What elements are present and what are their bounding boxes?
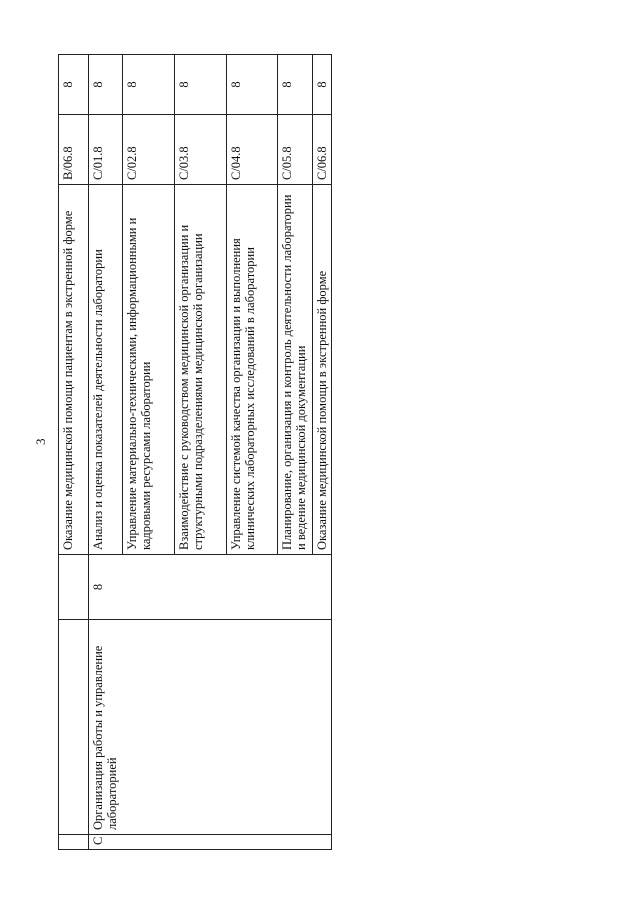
function-level: 8 — [227, 55, 278, 115]
page-number: 3 — [33, 438, 48, 445]
function-level: 8 — [313, 55, 332, 115]
function-name: Оказание медицинской помощи в экстренной форме — [313, 185, 332, 555]
function-name: Управление материально-техническими, информационными и кадровыми ресурсами лаборатории — [123, 185, 175, 555]
function-code: C/02.8 — [123, 115, 175, 185]
function-level: 8 — [175, 55, 227, 115]
function-code: C/04.8 — [227, 115, 278, 185]
competency-table — [58, 54, 332, 850]
table-row — [89, 55, 123, 850]
rotated-table-container — [58, 55, 329, 850]
function-level: 8 — [123, 55, 175, 115]
function-code: C/03.8 — [175, 115, 227, 185]
function-name: Взаимодействие с руководством медицинской организации и структурными подразделениями медицинской организации — [175, 185, 227, 555]
function-name: Планирование, организация и контроль деятельности лаборатории и ведение медицинской документации — [278, 185, 313, 555]
function-level: 8 — [59, 55, 89, 115]
function-name: Анализ и оценка показателей деятельности лаборатории — [89, 185, 123, 555]
function-code: C/01.8 — [89, 115, 123, 185]
function-code: B/06.8 — [59, 115, 89, 185]
table-row — [59, 55, 89, 850]
empty-cell — [59, 835, 89, 850]
group-level: 8 — [89, 555, 332, 620]
group-name: Организация работы и управление лабораторией — [89, 620, 332, 835]
function-level: 8 — [278, 55, 313, 115]
empty-cell — [59, 620, 89, 835]
function-name: Оказание медицинской помощи пациентам в экстренной форме — [59, 185, 89, 555]
function-name: Управление системой качества организации и выполнения клинических лабораторных исследований в лаборатории — [227, 185, 278, 555]
function-level: 8 — [89, 55, 123, 115]
empty-cell — [59, 555, 89, 620]
function-code: C/05.8 — [278, 115, 313, 185]
group-code: C — [89, 835, 332, 850]
function-code: C/06.8 — [313, 115, 332, 185]
